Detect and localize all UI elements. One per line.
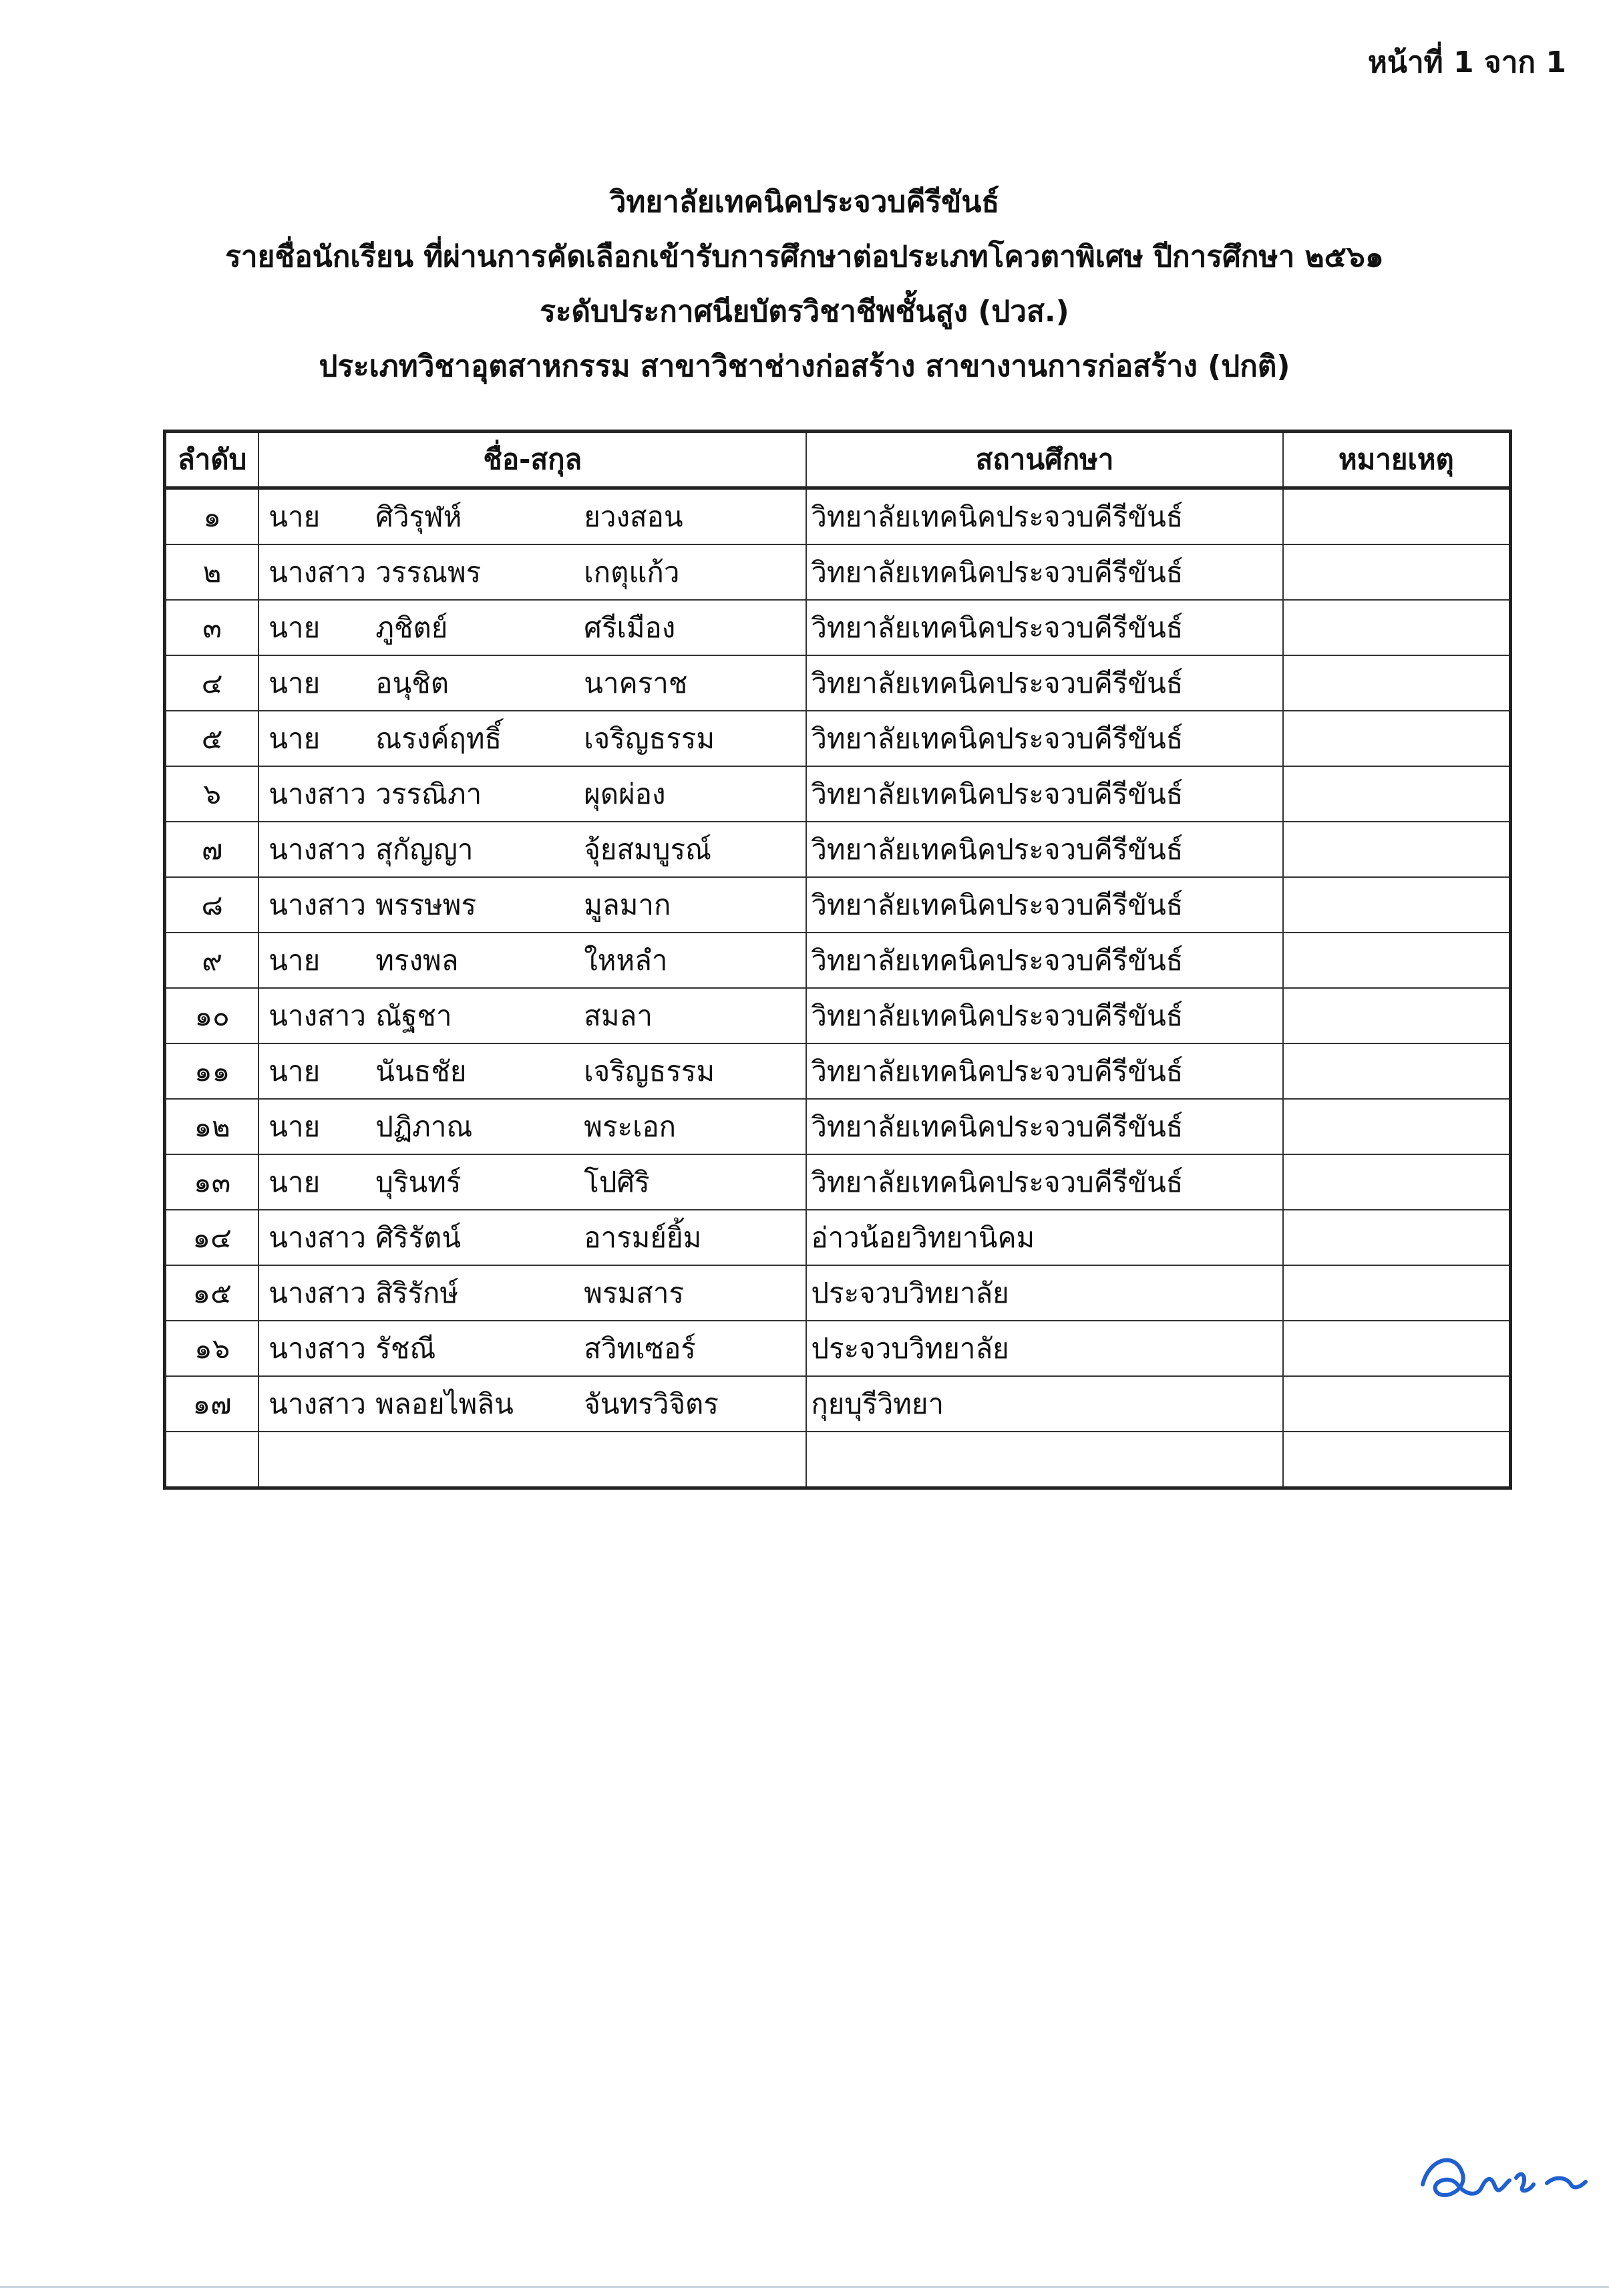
last-name: เจริญธรรม xyxy=(584,721,715,755)
empty-cell xyxy=(1283,1432,1511,1488)
header-no: ลำดับ xyxy=(165,432,259,488)
student-name xyxy=(258,1043,806,1099)
row-number: ๑๓ xyxy=(165,1154,259,1210)
first-name: วรรณพร xyxy=(375,555,482,589)
first-name: สิริรักษ์ xyxy=(375,1276,459,1309)
name-title: นางสาว xyxy=(269,555,366,589)
note-cell xyxy=(1283,933,1511,988)
student-name xyxy=(258,766,806,822)
school-name: วิทยาลัยเทคนิคประจวบคีรีขันธ์ xyxy=(806,822,1282,877)
first-name: สุกัญญา xyxy=(375,832,474,866)
first-name: ปฏิภาณ xyxy=(375,1110,473,1143)
last-name: ใหหลำ xyxy=(584,943,668,977)
empty-cell xyxy=(165,1432,259,1488)
first-name: ภูชิตย์ xyxy=(375,611,448,644)
last-name: อารมย์ยิ้ม xyxy=(584,1220,702,1254)
name-title: นาย xyxy=(269,500,321,533)
first-name: บุรินทร์ xyxy=(375,1165,462,1198)
table-row xyxy=(165,877,1511,933)
note-cell xyxy=(1283,488,1511,545)
table-row xyxy=(165,822,1511,877)
note-cell xyxy=(1283,1099,1511,1154)
student-name xyxy=(258,933,806,988)
school-name: วิทยาลัยเทคนิคประจวบคีรีขันธ์ xyxy=(806,600,1282,655)
note-cell xyxy=(1283,1154,1511,1210)
student-name xyxy=(258,1154,806,1210)
first-name: ศิริรัตน์ xyxy=(375,1220,462,1254)
school-name: วิทยาลัยเทคนิคประจวบคีรีขันธ์ xyxy=(806,766,1282,822)
row-number: ๑๖ xyxy=(165,1321,259,1376)
row-number: ๑๑ xyxy=(165,1043,259,1099)
name-title: นางสาว xyxy=(269,777,366,810)
handwritten-signature-icon xyxy=(1416,2138,1590,2238)
note-cell xyxy=(1283,1321,1511,1376)
table-row xyxy=(165,600,1511,655)
last-name: จันทรวิจิตร xyxy=(584,1387,719,1420)
name-title: นางสาว xyxy=(269,1220,366,1254)
note-cell xyxy=(1283,822,1511,877)
name-title: นางสาว xyxy=(269,888,366,921)
first-name: รัชณี xyxy=(375,1331,436,1365)
last-name: นาคราช xyxy=(584,666,688,699)
first-name: ณัฐชา xyxy=(375,999,452,1032)
note-cell xyxy=(1283,600,1511,655)
last-name: ผุดผ่อง xyxy=(584,777,666,810)
table-row xyxy=(165,1210,1511,1265)
title-college: วิทยาลัยเทคนิคประจวบคีรีขันธ์ xyxy=(609,185,1000,219)
document-titles xyxy=(0,175,1609,394)
note-cell xyxy=(1283,1043,1511,1099)
title-program: ประเภทวิชาอุตสาหกรรม สาขาวิชาช่างก่อสร้าง สาขางานการก่อสร้าง (ปกติ) xyxy=(319,349,1290,383)
first-name: ศิวิรุฬห์ xyxy=(375,500,462,533)
school-name: วิทยาลัยเทคนิคประจวบคีรีขันธ์ xyxy=(806,1154,1282,1210)
row-number: ๙ xyxy=(165,933,259,988)
row-number: ๑๐ xyxy=(165,988,259,1043)
note-cell xyxy=(1283,655,1511,711)
name-title: นาย xyxy=(269,1165,321,1198)
first-name: อนุชิต xyxy=(375,666,450,699)
first-name: พรรษพร xyxy=(375,888,477,921)
last-name: เกตุแก้ว xyxy=(584,555,680,589)
first-name: วรรณิภา xyxy=(375,777,482,810)
student-name xyxy=(258,822,806,877)
student-name xyxy=(258,655,806,711)
first-name: นันธชัย xyxy=(375,1054,467,1088)
school-name: วิทยาลัยเทคนิคประจวบคีรีขันธ์ xyxy=(806,988,1282,1043)
note-cell xyxy=(1283,1376,1511,1432)
student-name xyxy=(258,1099,806,1154)
last-name: พรมสาร xyxy=(584,1276,685,1309)
school-name: วิทยาลัยเทคนิคประจวบคีรีขันธ์ xyxy=(806,1043,1282,1099)
last-name: จุ้ยสมบูรณ์ xyxy=(584,832,712,866)
table-row xyxy=(165,1043,1511,1099)
row-number: ๒ xyxy=(165,544,259,600)
name-title: นางสาว xyxy=(269,999,366,1032)
student-name xyxy=(258,877,806,933)
name-title: นาย xyxy=(269,611,321,644)
school-name: ประจวบวิทยาลัย xyxy=(806,1321,1282,1376)
row-number: ๖ xyxy=(165,766,259,822)
last-name: พระเอก xyxy=(584,1110,677,1143)
note-cell xyxy=(1283,1210,1511,1265)
student-name xyxy=(258,1321,806,1376)
last-name: สวิทเซอร์ xyxy=(584,1331,696,1365)
note-cell xyxy=(1283,544,1511,600)
school-name: วิทยาลัยเทคนิคประจวบคีรีขันธ์ xyxy=(806,711,1282,766)
row-number: ๘ xyxy=(165,877,259,933)
student-table xyxy=(163,430,1512,1490)
page-number: หน้าที่ 1 จาก 1 xyxy=(1367,45,1566,79)
row-number: ๗ xyxy=(165,822,259,877)
empty-cell xyxy=(806,1432,1282,1488)
name-title: นางสาว xyxy=(269,1387,366,1420)
table-row xyxy=(165,488,1511,545)
school-name: วิทยาลัยเทคนิคประจวบคีรีขันธ์ xyxy=(806,655,1282,711)
student-name xyxy=(258,488,806,545)
student-name xyxy=(258,544,806,600)
student-name xyxy=(258,711,806,766)
row-number: ๑ xyxy=(165,488,259,545)
row-number: ๓ xyxy=(165,600,259,655)
table-row xyxy=(165,544,1511,600)
student-name xyxy=(258,600,806,655)
note-cell xyxy=(1283,877,1511,933)
table-header-row xyxy=(165,432,1511,488)
table-row xyxy=(165,1321,1511,1376)
table-row xyxy=(165,988,1511,1043)
last-name: มูลมาก xyxy=(584,888,671,921)
school-name: วิทยาลัยเทคนิคประจวบคีรีขันธ์ xyxy=(806,877,1282,933)
last-name: เจริญธรรม xyxy=(584,1054,715,1088)
student-name xyxy=(258,1210,806,1265)
note-cell xyxy=(1283,766,1511,822)
footer-line xyxy=(0,2286,1609,2288)
row-number: ๑๒ xyxy=(165,1099,259,1154)
name-title: นางสาว xyxy=(269,1331,366,1365)
name-title: นางสาว xyxy=(269,832,366,866)
school-name: วิทยาลัยเทคนิคประจวบคีรีขันธ์ xyxy=(806,544,1282,600)
header-note: หมายเหตุ xyxy=(1283,432,1511,488)
row-number: ๑๕ xyxy=(165,1265,259,1321)
row-number: ๑๗ xyxy=(165,1376,259,1432)
school-name: วิทยาลัยเทคนิคประจวบคีรีขันธ์ xyxy=(806,488,1282,545)
school-name: วิทยาลัยเทคนิคประจวบคีรีขันธ์ xyxy=(806,933,1282,988)
note-cell xyxy=(1283,1265,1511,1321)
first-name: ณรงค์ฤทธิ์ xyxy=(375,721,502,755)
name-title: นาย xyxy=(269,1054,321,1088)
table-row xyxy=(165,655,1511,711)
name-title: นาย xyxy=(269,721,321,755)
school-name: กุยบุรีวิทยา xyxy=(806,1376,1282,1432)
header-name: ชื่อ-สกุล xyxy=(258,432,806,488)
table-body xyxy=(165,488,1511,1488)
table-row xyxy=(165,711,1511,766)
school-name: ประจวบวิทยาลัย xyxy=(806,1265,1282,1321)
row-number: ๑๔ xyxy=(165,1210,259,1265)
name-title: นาย xyxy=(269,1110,321,1143)
title-list: รายชื่อนักเรียน ที่ผ่านการคัดเลือกเข้ารับการศึกษาต่อประเภทโควตาพิเศษ ปีการศึกษา ๒๕๖๑ xyxy=(225,240,1384,274)
name-title: นาย xyxy=(269,666,321,699)
last-name: สมลา xyxy=(584,999,653,1032)
school-name: วิทยาลัยเทคนิคประจวบคีรีขันธ์ xyxy=(806,1099,1282,1154)
table-row xyxy=(165,1376,1511,1432)
title-level: ระดับประกาศนียบัตรวิชาชีพชั้นสูง (ปวส.) xyxy=(540,295,1069,329)
header-school: สถานศึกษา xyxy=(806,432,1282,488)
last-name: ยวงสอน xyxy=(584,500,683,533)
note-cell xyxy=(1283,988,1511,1043)
name-title: นางสาว xyxy=(269,1276,366,1309)
first-name: พลอยไพลิน xyxy=(375,1387,514,1420)
table-row xyxy=(165,933,1511,988)
first-name: ทรงพล xyxy=(375,943,459,977)
student-name xyxy=(258,988,806,1043)
table-row xyxy=(165,1154,1511,1210)
note-cell xyxy=(1283,711,1511,766)
table-row-empty xyxy=(165,1432,1511,1488)
row-number: ๔ xyxy=(165,655,259,711)
empty-cell xyxy=(258,1432,806,1488)
student-name xyxy=(258,1265,806,1321)
table-row xyxy=(165,766,1511,822)
last-name: โปศิริ xyxy=(584,1165,650,1198)
last-name: ศรีเมือง xyxy=(584,611,676,644)
table-row xyxy=(165,1099,1511,1154)
row-number: ๕ xyxy=(165,711,259,766)
student-name xyxy=(258,1376,806,1432)
school-name: อ่าวน้อยวิทยานิคม xyxy=(806,1210,1282,1265)
table-row xyxy=(165,1265,1511,1321)
name-title: นาย xyxy=(269,943,321,977)
